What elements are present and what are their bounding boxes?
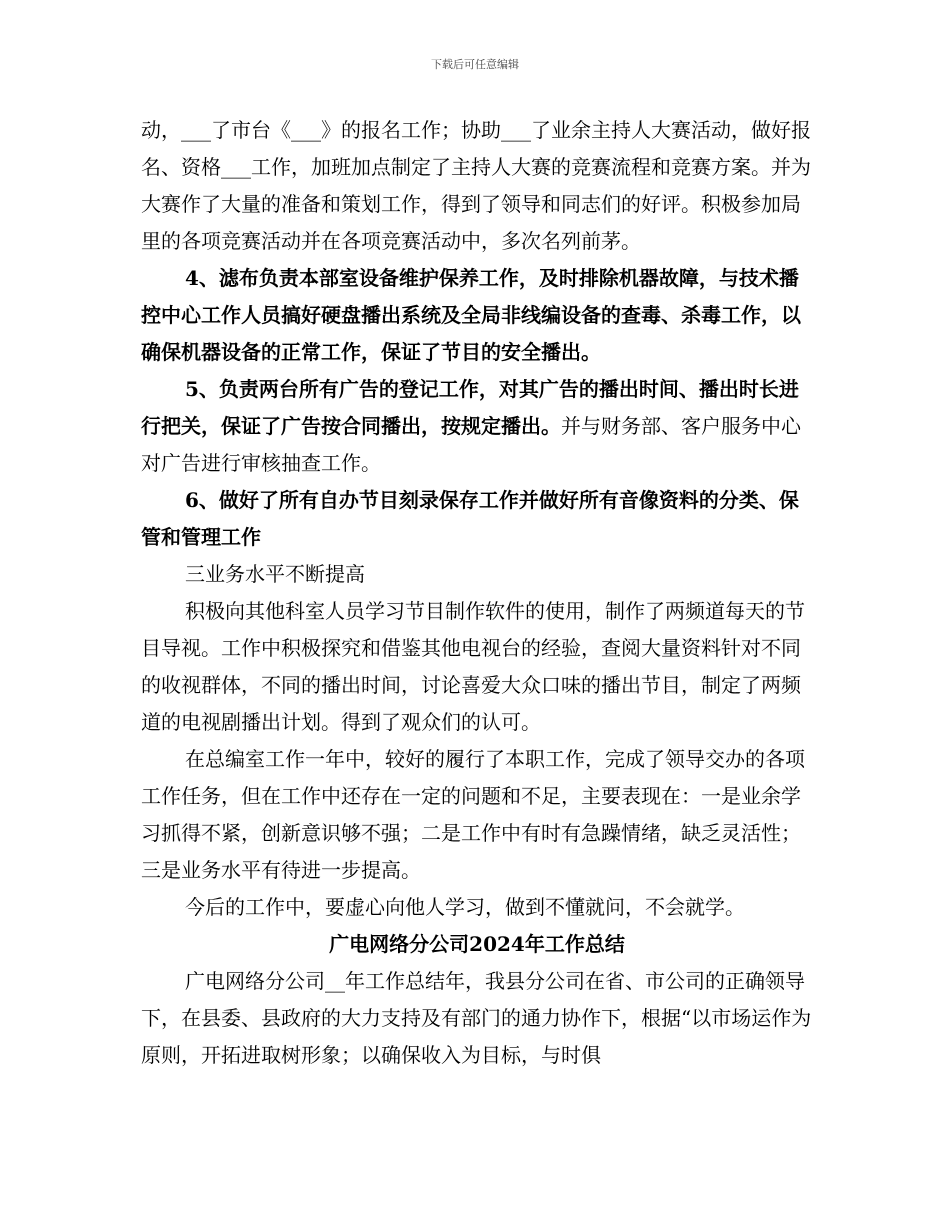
page-header: 下载后可任意编辑: [431, 58, 519, 71]
section-heading: 三业务水平不断提高: [185, 562, 365, 586]
paragraph-item-5: [141, 371, 813, 482]
paragraph-item-5-rest: 并与财务部、客户服务中心对广告进行审核抽查工作。: [141, 414, 801, 475]
document-body: [141, 112, 813, 1074]
paragraph-summary: 在总编室工作一年中，较好的履行了本职工作，完成了领导交办的各项工作任务，但在工作中还存在一定的问题和不足，主要表现在：一是业余学习抓得不紧，创新意识够不强；二是工作中有时有急躁情绪，缺乏灵活性；三是业务水平有待进一步提高。: [141, 747, 805, 882]
paragraph-learning: 积极向其他科室人员学习节目制作软件的使用，制作了两频道每天的节目导视。工作中积极探究和借鉴其他电视台的经验，查阅大量资料针对不同的收视群体，不同的播出时间，讨论喜爱大众口味的播出节目，制定了两频道的电视剧播出计划。得到了观众们的认可。: [141, 599, 805, 734]
paragraph-item-4: 4、滤布负责本部室设备维护保养工作，及时排除机器故障，与技术播控中心工作人员搞好硬盘播出系统及全局非线编设备的查毒、杀毒工作，以确保机器设备的正常工作，保证了节目的安全播出。: [141, 266, 801, 364]
document-title: 广电网络分公司2024年工作总结: [329, 932, 625, 956]
paragraph-opening: 广电网络分公司__年工作总结年，我县分公司在省、市公司的正确领导下，在县委、县政府的大力支持及有部门的通力协作下，根据“以市场运作为原则，开拓进取树形象；以确保收入为目标，与时俱: [141, 969, 812, 1067]
paragraph-continued: 动，___了市台《___》的报名工作；协助___了业余主持人大赛活动，做好报名、资格___工作，加班加点制定了主持人大赛的竞赛流程和竞赛方案。并为大赛作了大量的准备和策划工作，得到了领导和同志们的好评。积极参加局里的各项竞赛活动并在各项竞赛活动中，多次名列前茅。: [141, 118, 811, 253]
paragraph-item-6: 6、做好了所有自办节目刻录保存工作并做好所有音像资料的分类、保管和管理工作: [141, 488, 799, 549]
paragraph-item-5-bold: 5、负责两台所有广告的登记工作，对其广告的播出时间、播出时长进行把关，保证了广告按合同播出，按规定播出。: [141, 377, 799, 438]
paragraph-future: 今后的工作中，要虚心向他人学习，做到不懂就问，不会就学。: [185, 895, 745, 919]
